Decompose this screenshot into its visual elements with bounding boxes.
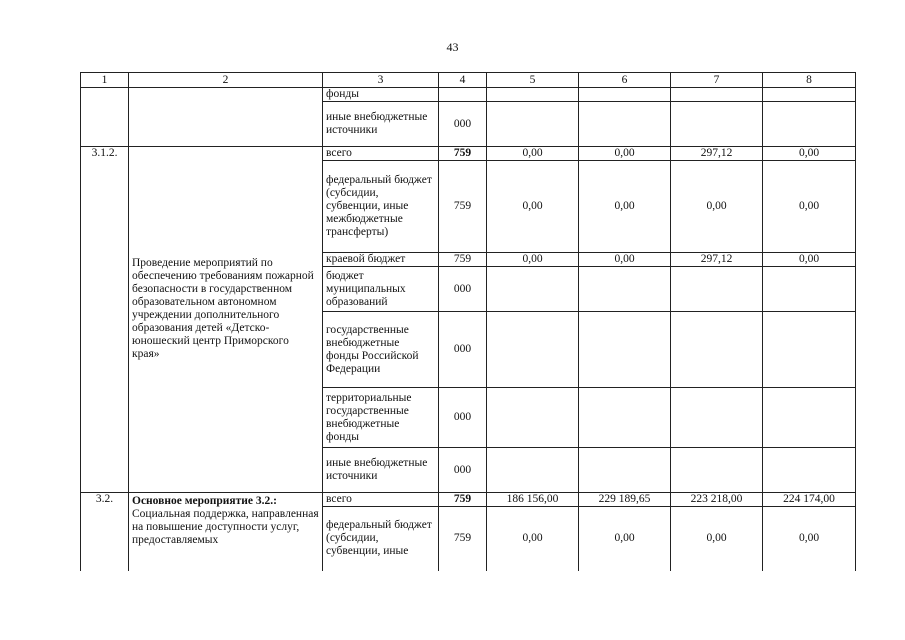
funding-source: бюджет муниципальных образований [323,267,439,312]
funding-source: всего [323,147,439,161]
header-cell: 2 [129,73,323,88]
value-cell [671,267,763,312]
value-cell [579,448,671,493]
funding-source: иные внебюджетные источники [323,448,439,493]
row-title [129,147,323,493]
value-cell [487,267,579,312]
value-cell: 0,00 [579,507,671,571]
value-cell [579,102,671,147]
table-row [81,147,856,161]
value-cell: 0,00 [671,161,763,253]
value-cell: 0,00 [763,161,856,253]
code-cell: 759 [439,147,487,161]
row-title-heading: Основное мероприятие 3.2.: [132,495,277,507]
row-title-text: Социальная поддержка, направленная на повышение доступности услуг, предоставляемых [132,508,319,546]
budget-table [80,72,856,571]
code-cell: 759 [439,253,487,267]
table-row [81,493,856,507]
value-cell [763,102,856,147]
value-cell: 0,00 [671,507,763,571]
code-cell: 000 [439,312,487,388]
header-cell: 7 [671,73,763,88]
value-cell: 0,00 [487,147,579,161]
value-cell: 224 174,00 [763,493,856,507]
header-row [81,73,856,88]
value-cell [579,267,671,312]
value-cell: 0,00 [487,161,579,253]
value-cell [671,448,763,493]
header-cell: 5 [487,73,579,88]
value-cell: 297,12 [671,253,763,267]
value-cell: 0,00 [763,147,856,161]
value-cell [763,388,856,448]
value-cell: 0,00 [487,253,579,267]
value-cell [763,448,856,493]
code-cell: 759 [439,493,487,507]
value-cell: 223 218,00 [671,493,763,507]
value-cell [487,312,579,388]
value-cell [671,388,763,448]
value-cell [671,88,763,102]
funding-source: федеральный бюджет (субсидии, субвенции, иные [323,507,439,571]
code-cell: 000 [439,102,487,147]
value-cell: 0,00 [763,507,856,571]
value-cell: 0,00 [763,253,856,267]
funding-source: всего [323,493,439,507]
funding-source: государственные внебюджетные фонды Российской Федерации [323,312,439,388]
header-cell: 3 [323,73,439,88]
funding-source: краевой бюджет [323,253,439,267]
value-cell [579,312,671,388]
header-cell: 8 [763,73,856,88]
code-cell: 759 [439,507,487,571]
funding-source: территориальные государственные внебюджетные фонды [323,388,439,448]
value-cell: 186 156,00 [487,493,579,507]
row-number [81,88,129,147]
row-number: 3.2. [81,493,129,571]
value-cell: 0,00 [579,253,671,267]
code-cell: 000 [439,388,487,448]
value-cell [579,88,671,102]
value-cell [579,388,671,448]
value-cell [487,388,579,448]
value-cell: 297,12 [671,147,763,161]
row-number: 3.1.2. [81,147,129,493]
funding-source: федеральный бюджет (субсидии, субвенции, иные межбюджетные трансферты) [323,161,439,253]
page-number: 43 [446,40,459,54]
value-cell [763,267,856,312]
value-cell: 0,00 [579,147,671,161]
value-cell: 0,00 [487,507,579,571]
row-title [129,493,323,571]
code-cell [439,88,487,102]
value-cell [763,312,856,388]
value-cell: 0,00 [579,161,671,253]
funding-source: иные внебюджетные источники [323,102,439,147]
code-cell: 000 [439,267,487,312]
code-cell: 759 [439,161,487,253]
value-cell [487,88,579,102]
value-cell [763,88,856,102]
value-cell: 229 189,65 [579,493,671,507]
value-cell [487,448,579,493]
header-cell: 1 [81,73,129,88]
header-cell: 4 [439,73,487,88]
value-cell [671,102,763,147]
table-row [81,88,856,102]
value-cell [671,312,763,388]
row-title [129,88,323,147]
row-title-text: Проведение мероприятий по обеспечению требованиям пожарной безопасности в государственном образовательном автономном учреждении дополнительного образования детей «Детско-юношеский центр Приморского края» [132,257,314,360]
funding-source: фонды [323,88,439,102]
code-cell: 000 [439,448,487,493]
header-cell: 6 [579,73,671,88]
value-cell [487,102,579,147]
